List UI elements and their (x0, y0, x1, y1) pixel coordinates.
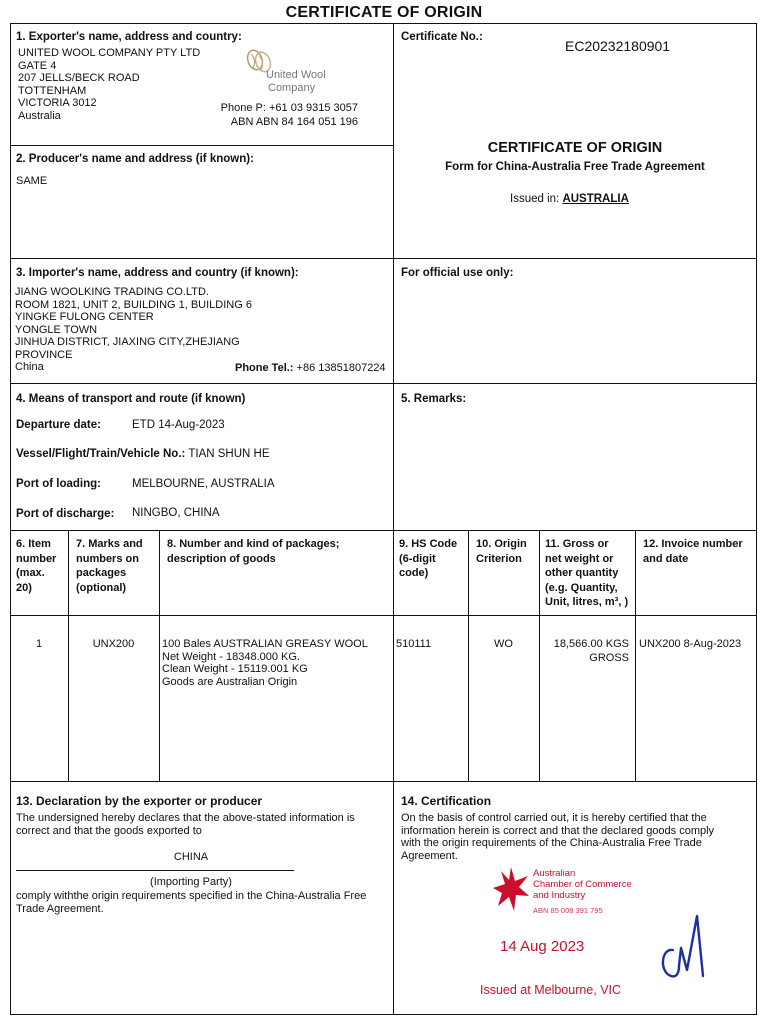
comply-text (16, 890, 366, 915)
acci-abn: ABN 85 008 391 795 (533, 906, 603, 915)
col-header-item (16, 537, 56, 595)
divider-h5 (10, 615, 757, 616)
exporter-abn: ABN ABN 84 164 051 196 (230, 116, 358, 128)
signature (655, 906, 715, 988)
importer-phone-label: Phone Tel.: (235, 362, 294, 374)
goods-marks: UNX200 (92, 638, 135, 650)
importer-line: ROOM 1821, UNIT 2, BUILDING 1, BUILDING 6 (15, 298, 252, 311)
discharge-label: Port of discharge: (16, 508, 115, 520)
header-line: 9. HS Code (399, 538, 458, 550)
goods-description-line: Net Weight - 18348.000 KG. (162, 650, 300, 663)
header-line: description of goods (167, 552, 276, 565)
importer-line: PROVINCE (15, 348, 73, 361)
logo-text: Company (268, 82, 316, 94)
divider-h4 (10, 530, 757, 531)
certification-date: 14 Aug 2023 (500, 938, 585, 955)
goods-weight-2: GROSS (589, 652, 629, 664)
header-line: (max. (16, 567, 45, 579)
stamp-line: and Industry (533, 890, 586, 901)
col-header-weight (545, 537, 628, 610)
header-line: 7. Marks and (76, 538, 143, 550)
col-divider-9 (393, 530, 394, 1015)
importer-phone-value: +86 13851807224 (296, 362, 386, 374)
col-divider-12 (635, 530, 636, 781)
header-line: (optional) (76, 581, 127, 594)
divider-h6 (10, 781, 757, 782)
header-line: (e.g. Quantity, (545, 581, 618, 594)
divider-h1 (10, 145, 393, 146)
col-header-criterion (476, 537, 527, 566)
importer-line: JIANG WOOLKING TRADING CO.LTD. (15, 286, 209, 298)
header-line: Criterion (476, 552, 522, 565)
exporter-line: UNITED WOOL COMPANY PTY LTD (18, 47, 201, 59)
header-line: Unit, litres, m³, ) (545, 596, 629, 608)
col-header-hs-code (399, 537, 457, 581)
col-header-invoice (643, 537, 743, 566)
departure-label: Departure date: (16, 419, 101, 431)
declaration-line: correct and that the goods exported to (16, 824, 202, 837)
header-line: 12. Invoice number (643, 538, 743, 550)
issued-at: Issued at Melbourne, VIC (480, 983, 622, 997)
divider-h3 (10, 383, 757, 384)
importer-line: China (15, 361, 44, 373)
header-line: 8. Number and kind of packages; (167, 538, 340, 550)
certification-label: 14. Certification (401, 794, 492, 808)
divider-v-top (393, 23, 394, 530)
page-title: CERTIFICATE OF ORIGIN (285, 4, 483, 21)
goods-description-line: Goods are Australian Origin (162, 675, 298, 688)
header-line: 11. Gross or (545, 538, 609, 550)
exporter-label: 1. Exporter's name, address and country: (16, 31, 242, 43)
declaration-line: The undersigned hereby declares that the above-stated information is (16, 812, 355, 824)
header-line: 10. Origin (476, 538, 527, 550)
declaration-label: 13. Declaration by the exporter or producer (16, 794, 263, 808)
loading-value: MELBOURNE, AUSTRALIA (132, 478, 275, 490)
header-line: number (16, 552, 57, 565)
vessel-value: TIAN SHUN HE (188, 448, 270, 460)
header-line: code) (399, 567, 429, 579)
transport-label: 4. Means of transport and route (if known) (16, 393, 246, 405)
discharge-value: NINGBO, CHINA (132, 507, 220, 519)
goods-hs-code: 510111 (396, 638, 432, 650)
producer-value: SAME (16, 175, 48, 187)
col-divider-7 (68, 530, 69, 781)
certification-line: with the origin requirements of the China-Australia Free Trade (401, 837, 702, 849)
importer-address (15, 286, 252, 374)
exporter-line: 207 JELLS/BECK ROAD (18, 72, 140, 84)
goods-description (162, 638, 368, 688)
importer-label: 3. Importer's name, address and country (if known): (16, 267, 299, 279)
stamp-line: Chamber of Commerce (533, 879, 632, 890)
header-line: 6. Item (16, 538, 51, 550)
header-line: 20) (16, 581, 32, 594)
logo-text: United Wool (266, 69, 326, 81)
importer-line: YONGLE TOWN (15, 323, 98, 336)
goods-weight-1: 18,566.00 KGS (553, 638, 629, 650)
goods-invoice: UNX200 8-Aug-2023 (639, 638, 742, 650)
vessel (16, 448, 270, 460)
exporter-line: VICTORIA 3012 (18, 97, 97, 109)
agreement-form: Form for China-Australia Free Trade Agreement (445, 161, 705, 173)
comply-line: Trade Agreement. (16, 902, 104, 915)
acci-star-logo-icon (492, 866, 530, 912)
col-header-description (167, 537, 339, 566)
issued-in-label: Issued in: (510, 193, 560, 205)
exporter-phone: Phone P: +61 03 9315 3057 (220, 102, 358, 114)
col-divider-10 (468, 530, 469, 781)
certification-line: On the basis of control carried out, it is hereby certified that the (401, 812, 707, 824)
stamp-line: Australian (533, 868, 576, 879)
goods-description-line: 100 Bales AUSTRALIAN GREASY WOOL (162, 638, 368, 650)
header-line: and date (643, 552, 689, 565)
producer-label: 2. Producer's name and address (if known): (16, 153, 254, 165)
certificate-number: EC20232180901 (565, 38, 671, 54)
exporter-address (18, 47, 200, 122)
header-line: other quantity (545, 567, 619, 579)
certificate-heading: CERTIFICATE OF ORIGIN (487, 140, 663, 156)
issued-in-country: AUSTRALIA (562, 193, 629, 205)
official-use-label: For official use only: (401, 267, 514, 279)
departure-value: ETD 14-Aug-2023 (132, 419, 225, 431)
comply-line: comply withthe origin requirements specified in the China-Australia Free (16, 890, 367, 902)
importer-phone (235, 362, 386, 374)
declaration-text (16, 812, 355, 837)
certificate-no-label: Certificate No.: (401, 31, 483, 43)
certification-line: information herein is correct and that the declared goods comply (401, 824, 715, 837)
importing-party: (Importing Party) (150, 876, 232, 888)
header-line: (6-digit (399, 552, 436, 565)
header-line: packages (76, 567, 127, 579)
loading-label: Port of loading: (16, 478, 101, 490)
importer-line: JINHUA DISTRICT, JIAXING CITY,ZHEJIANG (15, 336, 240, 348)
exporter-line: Australia (18, 109, 61, 122)
header-line: net weight or (545, 552, 614, 565)
goods-item-number: 1 (35, 638, 43, 650)
issued-in (510, 193, 629, 205)
certification-text (401, 812, 714, 862)
remarks-label: 5. Remarks: (401, 393, 467, 405)
exporter-line: GATE 4 (18, 59, 57, 72)
certification-line: Agreement. (401, 849, 458, 862)
importing-party-line (16, 870, 294, 871)
importer-line: YINGKE FULONG CENTER (15, 311, 154, 323)
exporter-line: TOTTENHAM (18, 84, 87, 97)
col-divider-8 (159, 530, 160, 781)
acci-stamp-text (533, 868, 632, 901)
destination-country: CHINA (173, 851, 209, 863)
col-header-marks (76, 537, 143, 595)
vessel-label: Vessel/Flight/Train/Vehicle No.: (16, 448, 186, 460)
divider-h2 (10, 258, 757, 259)
header-line: numbers on (76, 552, 139, 565)
goods-description-line: Clean Weight - 15119.001 KG (162, 663, 308, 675)
goods-criterion: WO (494, 638, 513, 650)
